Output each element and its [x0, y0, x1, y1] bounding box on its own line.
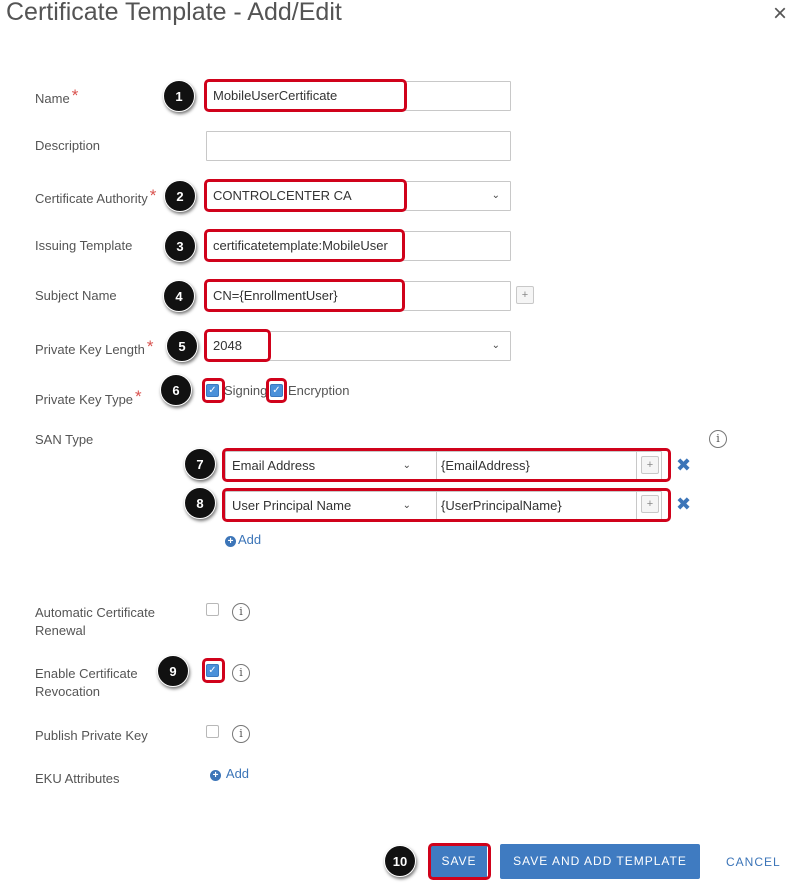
- divider: [436, 492, 437, 520]
- publish-private-key-checkbox[interactable]: [206, 725, 219, 738]
- chevron-down-icon: ⌄: [402, 460, 411, 471]
- encryption-checkbox[interactable]: ✓: [270, 384, 283, 397]
- issuing-template-label: Issuing Template: [35, 238, 133, 253]
- san-type-select-value[interactable]: Email Address: [232, 458, 316, 473]
- delete-x-icon[interactable]: ✖: [676, 455, 692, 475]
- publish-private-key-label: Publish Private Key: [35, 728, 148, 743]
- step-badge: 2: [164, 180, 196, 212]
- cancel-button[interactable]: CANCEL: [726, 855, 781, 869]
- step-badge: 7: [184, 448, 216, 480]
- step-badge: 8: [184, 487, 216, 519]
- certificate-authority-label: Certificate Authority *: [35, 186, 157, 206]
- san-plus-button[interactable]: +: [641, 456, 659, 474]
- step-badge: 5: [166, 330, 198, 362]
- required-marker: *: [71, 86, 79, 105]
- private-key-length-select[interactable]: [206, 331, 511, 361]
- info-icon[interactable]: i: [232, 725, 250, 743]
- san-plus-button[interactable]: +: [641, 495, 659, 513]
- info-icon[interactable]: i: [232, 664, 250, 682]
- save-button[interactable]: SAVE: [431, 844, 487, 879]
- signing-label: Signing: [224, 383, 268, 398]
- subject-name-plus-button[interactable]: +: [516, 286, 534, 304]
- description-input[interactable]: [206, 131, 511, 161]
- close-icon[interactable]: ×: [772, 0, 787, 27]
- san-type-select-value[interactable]: User Principal Name: [232, 498, 352, 513]
- encryption-label: Encryption: [288, 383, 350, 398]
- eku-add-link[interactable]: + Add: [210, 766, 249, 781]
- delete-x-icon[interactable]: ✖: [676, 494, 692, 514]
- name-input[interactable]: MobileUserCertificate: [206, 81, 511, 111]
- issuing-template-input[interactable]: certificatetemplate:MobileUser: [206, 231, 511, 261]
- step-badge: 1: [163, 80, 195, 112]
- private-key-length-label: Private Key Length *: [35, 337, 154, 357]
- dialog-title: Certificate Template - Add/Edit: [6, 0, 342, 26]
- step-badge: 10: [384, 845, 416, 877]
- info-icon[interactable]: i: [232, 603, 250, 621]
- name-label: Name *: [35, 86, 79, 106]
- required-marker: *: [149, 186, 157, 205]
- subject-name-label: Subject Name: [35, 288, 117, 303]
- required-marker: *: [146, 337, 154, 356]
- subject-name-input[interactable]: CN={EnrollmentUser}: [206, 281, 511, 311]
- divider: [636, 492, 637, 520]
- automatic-renewal-checkbox[interactable]: [206, 603, 219, 616]
- certificate-authority-value: CONTROLCENTER CA: [213, 188, 352, 203]
- private-key-length-value: 2048: [213, 338, 242, 353]
- san-value-input[interactable]: {UserPrincipalName}: [441, 498, 562, 513]
- san-row: [225, 491, 662, 521]
- private-key-type-label: Private Key Type *: [35, 387, 142, 407]
- san-value-input[interactable]: {EmailAddress}: [441, 458, 530, 473]
- chevron-down-icon: ⌄: [491, 340, 500, 351]
- signing-checkbox[interactable]: ✓: [206, 384, 219, 397]
- divider: [436, 452, 437, 480]
- chevron-down-icon: ⌄: [491, 190, 500, 201]
- add-circle-icon: +: [225, 536, 236, 547]
- step-badge: 6: [160, 374, 192, 406]
- required-marker: *: [135, 387, 142, 406]
- san-type-label: SAN Type: [35, 432, 94, 447]
- san-add-link[interactable]: + Add: [225, 532, 261, 547]
- add-circle-icon: +: [210, 770, 221, 781]
- info-icon[interactable]: i: [709, 430, 727, 448]
- step-badge: 3: [164, 230, 196, 262]
- enable-revocation-checkbox[interactable]: ✓: [206, 664, 219, 677]
- step-badge: 4: [163, 280, 195, 312]
- certificate-authority-select[interactable]: [206, 181, 511, 211]
- enable-revocation-label: Enable Certificate Revocation: [35, 666, 138, 699]
- automatic-renewal-label: Automatic Certificate Renewal: [35, 605, 155, 638]
- save-and-add-template-button[interactable]: SAVE AND ADD TEMPLATE: [500, 844, 700, 879]
- divider: [636, 452, 637, 480]
- step-badge: 9: [157, 655, 189, 687]
- san-row: [225, 451, 662, 481]
- description-label: Description: [35, 138, 101, 153]
- eku-attributes-label: EKU Attributes: [35, 771, 120, 786]
- chevron-down-icon: ⌄: [402, 500, 411, 511]
